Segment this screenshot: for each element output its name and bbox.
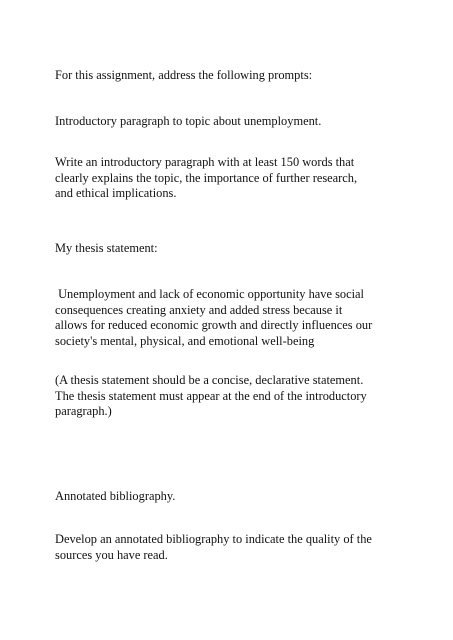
paragraph-intro-heading — [55, 114, 415, 130]
text-line: and ethical implications. — [55, 186, 177, 200]
paragraph-intro-instructions — [55, 155, 415, 202]
text-line: Develop an annotated bibliography to indicate the quality of the — [55, 532, 372, 546]
text-line: sources you have read. — [55, 547, 168, 562]
text-line: For this assignment, address the following prompts: — [55, 68, 313, 82]
text-line: allows for reduced economic growth and directly influences our — [55, 318, 373, 332]
text-line: My thesis statement: — [55, 241, 158, 255]
paragraph-thesis-statement — [55, 287, 415, 349]
paragraph-thesis-note — [55, 373, 415, 420]
text-line: society's mental, physical, and emotional well-being — [55, 333, 315, 348]
paragraph-bibliography-instructions — [55, 532, 415, 563]
text-line: consequences creating anxiety and added stress because it — [55, 302, 343, 317]
text-line: Annotated bibliography. — [55, 489, 176, 503]
text-line: paragraph.) — [55, 404, 112, 418]
text-line: Introductory paragraph to topic about unemployment. — [55, 114, 322, 128]
paragraph-prompts-intro — [55, 68, 415, 84]
text-line: clearly explains the topic, the importance of further research, — [55, 170, 358, 185]
paragraph-thesis-label — [55, 241, 415, 257]
text-line: (A thesis statement should be a concise, declarative statement. — [55, 373, 364, 387]
text-line: The thesis statement must appear at the end of the introductory — [55, 388, 367, 403]
text-line: Write an introductory paragraph with at least 150 words that — [55, 155, 355, 169]
paragraph-bibliography-heading — [55, 489, 415, 505]
text-line: Unemployment and lack of economic opportunity have social — [55, 287, 364, 301]
